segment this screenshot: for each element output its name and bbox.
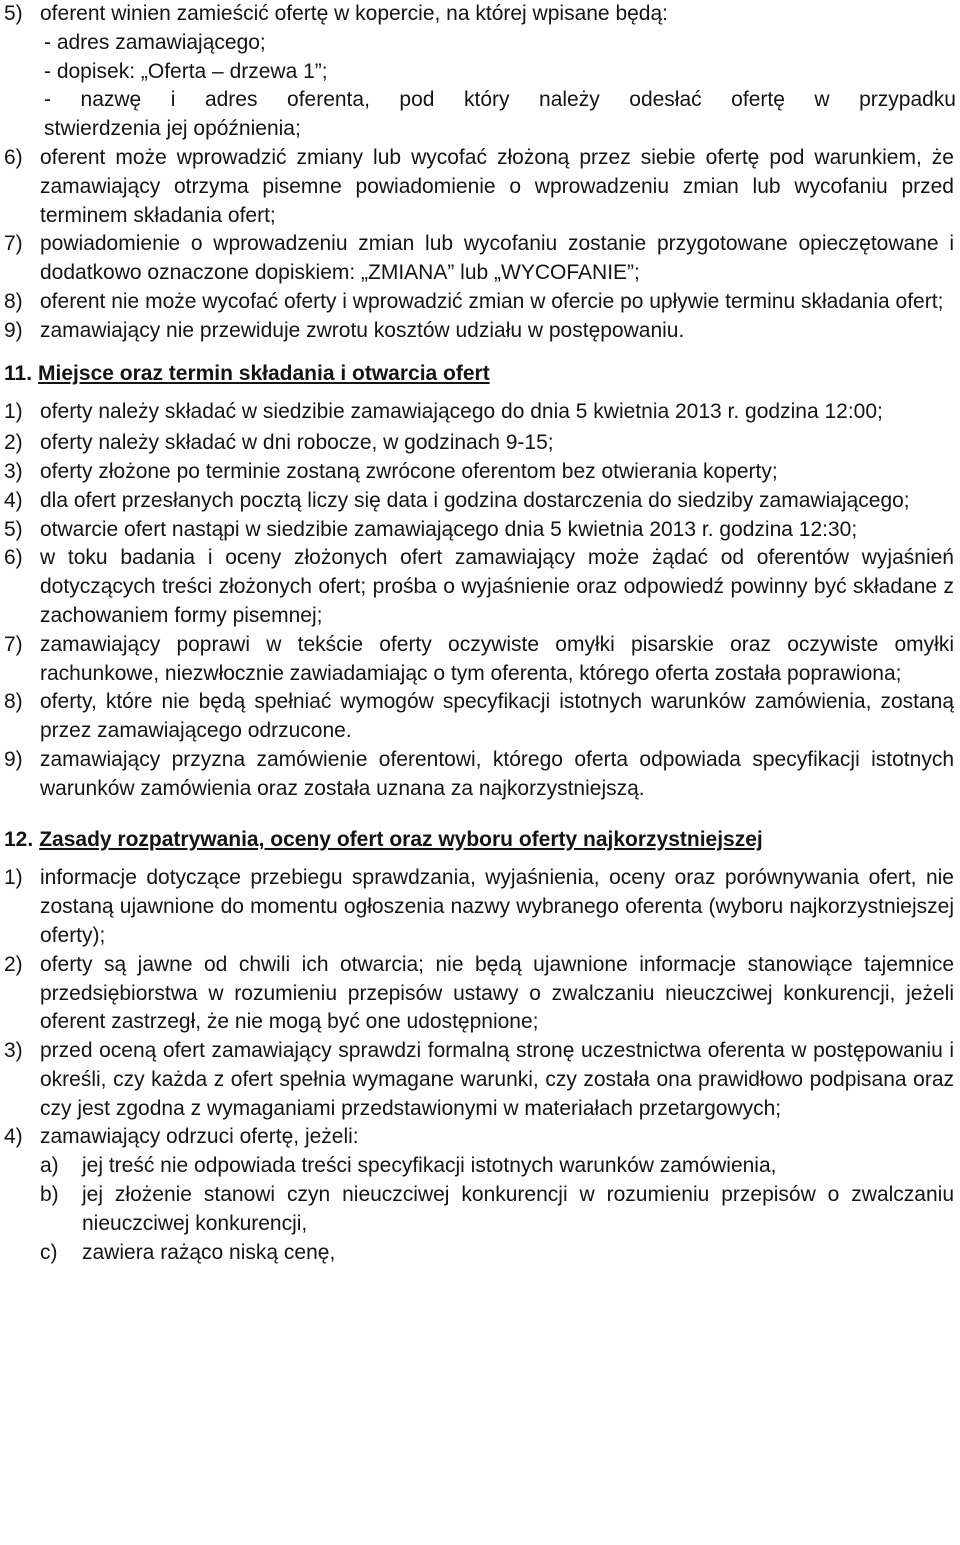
item-number: 4) xyxy=(4,1125,23,1149)
section-title: Zasady rozpatrywania, oceny ofert oraz wyboru oferty najkorzystniejszej xyxy=(39,827,763,851)
section-title: Miejsce oraz termin składania i otwarcia ofert xyxy=(38,361,490,385)
list-item xyxy=(4,487,956,516)
item-text: dla ofert przesłanych pocztą liczy się data i godzina dostarczenia do siedziby zamawiającego; xyxy=(40,488,910,512)
item-number: 4) xyxy=(4,488,23,512)
item-number: 5) xyxy=(4,517,23,541)
list-item xyxy=(4,631,956,689)
list-item xyxy=(4,398,956,427)
sub-item-text: zawiera rażąco niską cenę, xyxy=(82,1240,336,1264)
item-number: 6) xyxy=(4,546,23,570)
sub-item-letter: a) xyxy=(40,1154,59,1178)
item-number: 1) xyxy=(4,400,23,424)
list-item xyxy=(4,688,956,746)
sub-item-letter: c) xyxy=(40,1240,58,1264)
item-text: oferty należy składać w dni robocze, w godzinach 9-15; xyxy=(40,431,554,455)
sub-item-text: jej treść nie odpowiada treści specyfikacji istotnych warunków zamówienia, xyxy=(82,1154,777,1178)
sub-item-text: jej złożenie stanowi czyn nieuczciwej konkurencji w rozumieniu przepisów o zwalczaniu nieuczciwej konkurencji, xyxy=(82,1183,954,1235)
item-number: 6) xyxy=(4,145,23,169)
list-item xyxy=(4,951,956,1037)
list-item xyxy=(4,288,956,317)
list-item xyxy=(4,516,956,545)
item-number: 9) xyxy=(4,747,23,771)
list-item xyxy=(4,429,956,458)
item-number: 8) xyxy=(4,289,23,313)
item-text: oferty, które nie będą spełniać wymogów specyfikacji istotnych warunków zamówienia, zostaną przez zamawiającego odrzucone. xyxy=(40,690,954,743)
list-item xyxy=(4,144,956,230)
list-item xyxy=(4,864,956,950)
item-text: oferty są jawne od chwili ich otwarcia; nie będą ujawnione informacje stanowiące tajemnice przedsiębiorstwa w rozumieniu przepisów ustawy o zwalczaniu nieuczciwej konkurencji, jeżeli oferent zastrzegł, że nie mogą być one udostępnione; xyxy=(40,952,954,1034)
item-text: otwarcie ofert nastąpi w siedzibie zamawiającego dnia 5 kwietnia 2013 r. godzina 12:30; xyxy=(40,517,858,541)
sub-list-item xyxy=(40,1152,956,1181)
dash-item: stwierdzenia jej opóźnienia; xyxy=(44,117,301,141)
item-text: informacje dotyczące przebiegu sprawdzania, wyjaśnienia, oceny oraz porównywania ofert, nie zostaną ujawnione do momentu ogłoszenia nazwy wybranego oferenta (wyboru najkorzystniejszej oferty); xyxy=(40,866,954,947)
sub-list-item xyxy=(40,1181,956,1239)
list-item xyxy=(4,0,956,29)
item-text: oferty należy składać w siedzibie zamawiającego do dnia 5 kwietnia 2013 r. godzina 12:00; xyxy=(40,400,883,424)
item-text: w toku badania i oceny złożonych ofert zamawiający może żądać od oferentów wyjaśnień dotyczących treści złożonych ofert; prośba o wyjaśnienie oraz odpowiedź powinny być składane z zachowaniem formy pisemnej; xyxy=(40,546,954,627)
dash-item: - dopisek: „Oferta – drzewa 1”; xyxy=(44,59,328,83)
item-number: 7) xyxy=(4,232,23,256)
item-number: 8) xyxy=(4,690,23,714)
item-text: oferty złożone po terminie zostaną zwrócone oferentom bez otwierania koperty; xyxy=(40,459,778,483)
section-number: 12. xyxy=(4,827,34,851)
item-number: 5) xyxy=(4,2,23,25)
item-text: oferent nie może wycofać oferty i wprowadzić zmian w ofercie po upływie terminu składania ofert; xyxy=(40,289,944,313)
item-text: zamawiający przyzna zamówienie oferentowi, którego oferta odpowiada specyfikacji istotnych warunków zamówienia oraz została uznana za najkorzystniejszą. xyxy=(40,747,954,800)
item-text: zamawiający nie przewiduje zwrotu kosztów udziału w postępowaniu. xyxy=(40,318,685,342)
item-number: 2) xyxy=(4,952,23,976)
section-heading xyxy=(4,360,956,389)
item-number: 3) xyxy=(4,1039,23,1063)
item-number: 3) xyxy=(4,459,23,483)
item-number: 7) xyxy=(4,632,23,656)
dash-item: - adres zamawiającego; xyxy=(44,30,266,54)
item-number: 2) xyxy=(4,431,23,455)
list-item xyxy=(4,1123,956,1152)
list-item xyxy=(4,1037,956,1123)
sub-item-letter: b) xyxy=(40,1183,59,1207)
item-text: zamawiający poprawi w tekście oferty oczywiste omyłki pisarskie oraz oczywiste omyłki rachunkowe, niezwłocznie zawiadamiając o tym oferenta, którego oferta została poprawiona; xyxy=(40,632,954,685)
item-text: oferent winien zamieścić ofertę w kopercie, na której wpisane będą: xyxy=(40,2,668,25)
item-number: 9) xyxy=(4,318,23,342)
list-item xyxy=(4,746,956,804)
dash-item: - nazwę i adres oferenta, pod który należy odesłać ofertę w przypadku xyxy=(44,88,956,112)
dash-list xyxy=(4,29,956,144)
item-number: 1) xyxy=(4,866,23,890)
list-item xyxy=(4,230,956,288)
item-text: oferent może wprowadzić zmiany lub wycofać złożoną przez siebie ofertę pod warunkiem, że zamawiający otrzyma pisemne powiadomienie o wprowadzeniu zmian lub wycofaniu przed terminem składania ofert; xyxy=(40,145,954,227)
section-number: 11. xyxy=(4,361,33,385)
sub-list-item xyxy=(40,1239,956,1268)
list-item xyxy=(4,317,956,346)
item-text: powiadomienie o wprowadzeniu zmian lub wycofaniu zostanie przygotowane opieczętowane i dodatkowo oznaczone dopiskiem: „ZMIANA” lub „WYCOFANIE”; xyxy=(40,232,954,285)
list-item xyxy=(4,458,956,487)
sub-list xyxy=(4,1152,956,1267)
item-text: przed oceną ofert zamawiający sprawdzi formalną stronę uczestnictwa oferenta w postępowaniu i określi, czy każda z ofert spełnia wymagane warunki, czy została ona prawidłowo podpisana oraz czy jest zgodna z wymaganiami przedstawionymi w materiałach przetargowych; xyxy=(40,1039,954,1120)
list-item xyxy=(4,544,956,630)
item-text: zamawiający odrzuci ofertę, jeżeli: xyxy=(40,1125,359,1149)
section-heading xyxy=(4,826,956,855)
